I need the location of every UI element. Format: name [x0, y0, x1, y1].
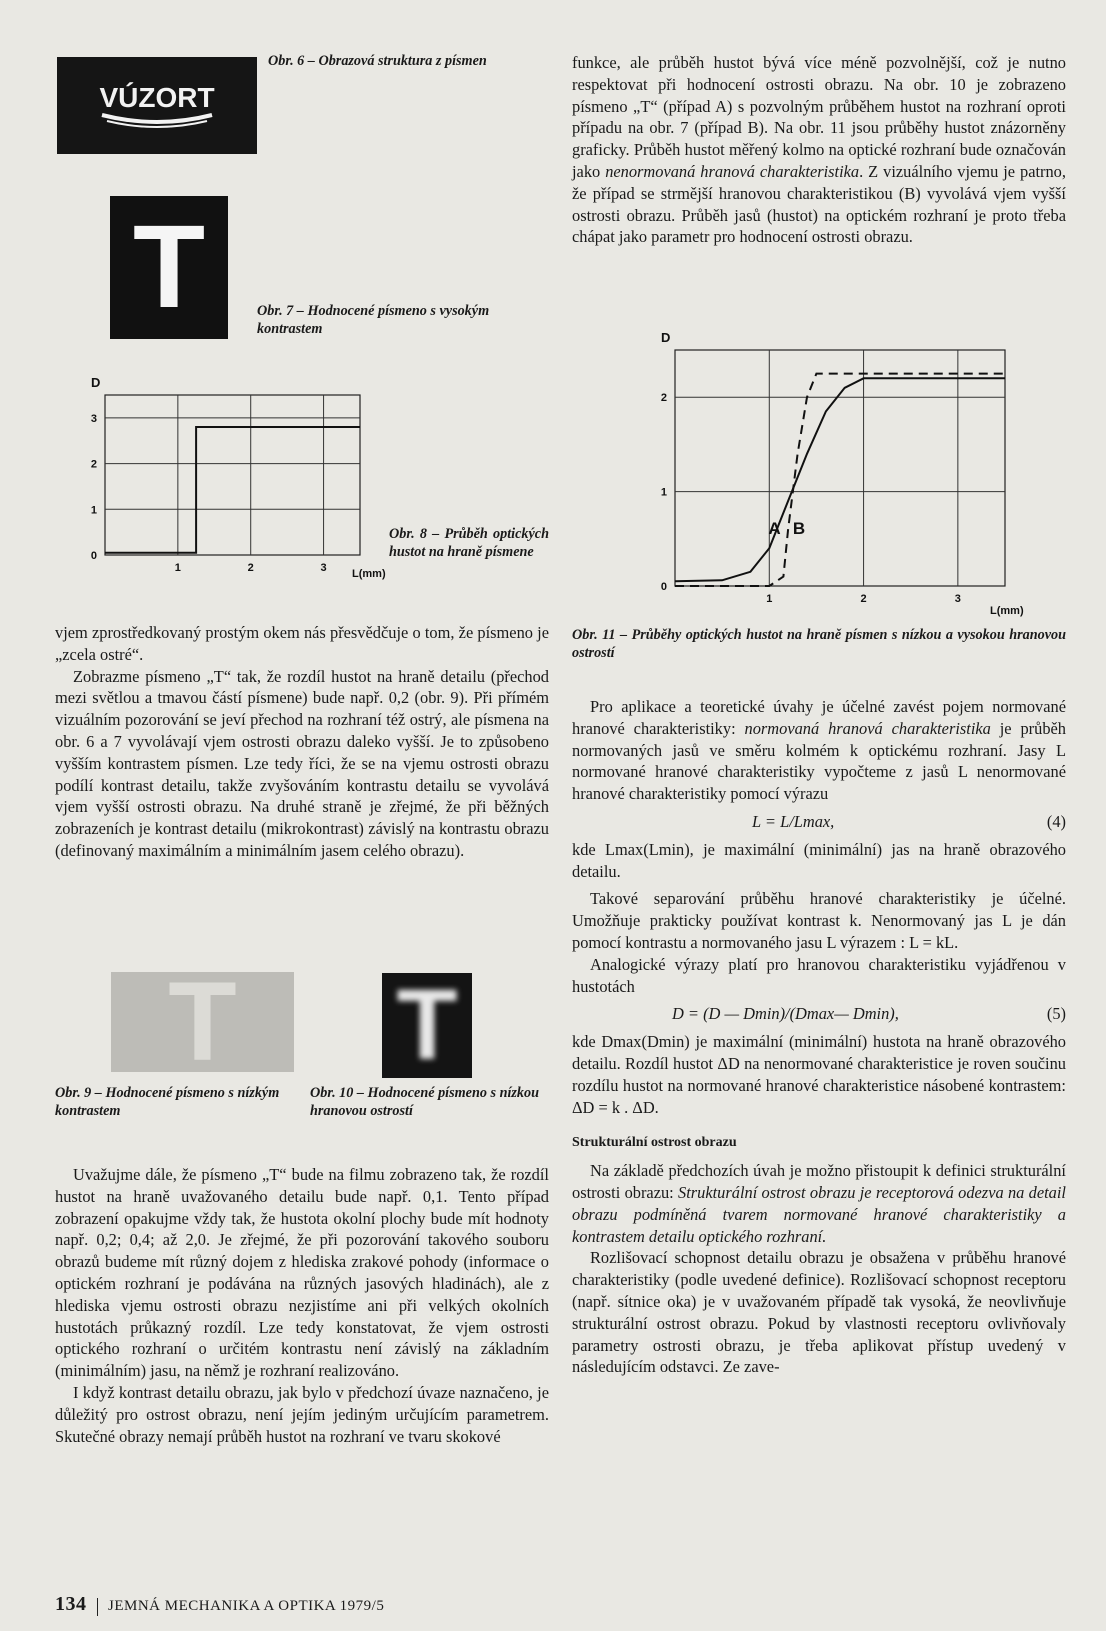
vuzort-logo-icon [57, 57, 257, 154]
section-heading: Strukturální ostrost obrazu [572, 1135, 737, 1151]
y-tick-label: 0 [90, 550, 97, 562]
paragraph: Analogické výrazy platí pro hranovou charakteristiku vyjádřenou v hustotách [572, 954, 1066, 996]
equation-5: D = (D — Dmin)/(Dmax— Dmin), (5) [672, 1004, 1066, 1024]
x-tick-label: 1 [174, 562, 181, 574]
fig6-logo-image [57, 57, 257, 154]
x-tick-label: 2 [860, 593, 867, 605]
divider [97, 1598, 98, 1616]
paragraph: Takové separování průběhu hranové charakteristiky je účelné. Umožňuje prakticky používat kontrast k. Nenormovaný jas L je dán pomocí kontrastu a normovaného jasu L výrazem : L = kL. [572, 889, 1066, 952]
y-tick-label: 2 [660, 392, 667, 405]
fig9-image [111, 959, 294, 1084]
paragraph: Zobrazme písmeno „T“ tak, že rozdíl hustot na hraně detailu (přechod mezi světlou a tmavou částí písmene) bude např. 0,2 (obr. 9). Při přímém vizuálním pozorování se jeví přechod na rozhraní též ostrý, ale písmena na obr. 6 a 7 vyvolávají vjem ostrosti obrazu daleko vyšší. Je to způsobeno vyšším kontrastem písmen. Lze tedy říci, že se na vjemu ostrosti obrazu podílí kontrast detailu, takže zvyšováním kontrastu detailu se vyvolává vjem vyšší ostrosti obrazu. Na druhé straně je zřejmé, že při běžných zobrazeních je kontrast detailu (mikrokontrast) závislý na kontrastu obrazu (definovaný maximálním a minimálním jasem celého obrazu). [55, 666, 549, 860]
fig8-caption: Obr. 8 – Průběh optických hustot na hraně písmene [389, 526, 549, 560]
paragraph: Rozlišovací schopnost detailu obrazu je obsažena v průběhu hranové charakteristiky (podle uvedené definice). Rozlišovací schopnost receptoru (např. sítnice oka) je v uvažovaném případě tak vysoká, že neovlivňuje strukturální ostrost obrazu. Pokud by vlastnosti receptoru ovlivňovaly parametry ostrosti obrazu, je třeba aplikovat přístup uvedený v následujícím odstavci. Ze zave- [572, 1248, 1066, 1377]
fig6-caption: Obr. 6 – Obrazová struktura z písmen [268, 53, 487, 69]
fig11-chart [620, 330, 1024, 617]
left-column-bottom [55, 1164, 549, 1447]
x-axis-label: L(mm) [352, 568, 386, 580]
journal-name: JEMNÁ MECHANIKA A OPTIKA 1979/5 [108, 1598, 385, 1614]
left-column-top [55, 622, 549, 862]
page-footer [55, 1593, 384, 1616]
paragraph: I když kontrast detailu obrazu, jak bylo v předchozí úvaze naznačeno, je důležitý pro ostrost obrazu, není jejím jediným určujícím parametrem. Skutečné obrazy nemají průběh hustot na rozhraní ve tvaru skokové [55, 1382, 549, 1446]
paragraph: funkce, ale průběh hustot bývá více méně pozvolnější, což je nutno respektovat při hodnocení ostrosti obrazu. Na obr. 10 je zobrazeno písmeno „T“ (případ A) s pozvolným průběhem hustot na rozhraní oproti případu na obr. 7 (případ B). Na obr. 11 jsou průběhy hustot znázorněny graficky. Průběh hustot měřený kolmo na optické rozhraní bude označován jako nenormovaná hranová charakteristika. Z vizuálního vjemu je patrno, že případ se strmější hranovou charakteristikou (B) vyvolává vjem vyšší ostrosti obrazu. Průběh jasů (hustot) na optickém rozhraní je proto třeba chápat jako parametr pro hodnocení ostrosti obrazu. [572, 53, 1066, 247]
y-axis-label: D [661, 330, 671, 345]
plot-frame [675, 350, 1005, 586]
page-number: 134 [55, 1593, 87, 1615]
fig7-caption: Obr. 7 – Hodnocené písmeno s vysokým kontrastem [257, 303, 490, 337]
y-tick-label: 0 [660, 581, 667, 593]
series-label-a: A [768, 519, 781, 539]
paragraph: Uvažujme dále, že písmeno „T“ bude na filmu zobrazeno tak, že rozdíl hustot na hraně uvažovaného detailu bude např. 0,1. Tento případ zobrazení opakujme vždy tak, že hustota okolní plochy bude mít hodnoty např. 0,2; 0,4; až 2,0. Je zřejmé, že při pozorování takového souboru obrazů budeme mít různý dojem z hlediska zrakové pohody (informace o optickém rozhraní je podávána na různých jasových hladinách), ale z hlediska vjemu ostrosti obrazu nezjistíme ani při velkých okolních hustotách průkazný rozdíl. Lze tedy konstatovat, že vjem ostrosti optického rozhraní o určitém kontrastu není závislý na základním (minimálním) jasu, na němž je rozhraní realizováno. [55, 1165, 549, 1381]
fig7-letter: T [132, 201, 206, 333]
series-label-b: B [792, 519, 806, 539]
plot-frame [105, 395, 360, 555]
x-tick-label: 3 [954, 593, 961, 605]
fig10-caption: Obr. 10 – Hodnocené písmeno s nízkou hranovou ostrostí [310, 1085, 540, 1119]
right-column-bottom [572, 696, 1066, 1378]
fig10-letter: T [396, 969, 458, 1081]
y-axis-label: D [91, 375, 101, 390]
series-line-A [675, 378, 1005, 581]
equation-4: L = L/Lmax, (4) [752, 811, 1066, 831]
fig7-image [110, 196, 228, 339]
fig11-caption: Obr. 11 – Průběhy optických hustot na hraně písmen s nízkou a vysokou hranovou ostrostí [572, 627, 1066, 661]
fig10-image [382, 969, 472, 1081]
fig9-caption: Obr. 9 – Hodnocené písmeno s nízkým kontrastem [55, 1085, 280, 1119]
y-tick-label: 1 [660, 486, 667, 499]
y-tick-label: 3 [90, 412, 97, 425]
series-line-1 [105, 427, 360, 553]
y-tick-label: 2 [90, 458, 97, 471]
x-tick-label: 3 [320, 562, 327, 574]
paragraph: kde Dmax(Dmin) je maximální (minimální) hustota na hraně obrazového detailu. Rozdíl hustot ΔD na nenormované charakteristice je roven součinu rozdílu hustot na normované hranové charakteristice násobené kontrastem: ΔD = k . ΔD. [572, 1032, 1066, 1117]
fig9-letter: T [168, 959, 237, 1084]
paragraph: vjem zprostředkovaný prostým okem nás přesvědčuje o tom, že písmeno je „zcela ostré“. [55, 623, 549, 664]
x-axis-label: L(mm) [990, 605, 1024, 617]
x-tick-label: 1 [766, 593, 773, 605]
x-tick-label: 2 [247, 562, 254, 574]
fig8-chart [55, 375, 386, 585]
series-line-B [675, 374, 1005, 586]
paragraph: Na základě předchozích úvah je možno přistoupit k definici strukturální ostrosti obrazu: Strukturální ostrost obrazu je receptorová odezva na detail obrazu podmíněná tvarem normované hranové charakteristiky a kontrastem detailu optického rozhraní. [572, 1161, 1066, 1246]
paragraph: kde Lmax(Lmin), je maximální (minimální) jas na hraně obrazového detailu. [572, 839, 1066, 881]
paragraph: Pro aplikace a teoretické úvahy je účelné zavést pojem normované hranové charakteristiky: normovaná hranová charakteristika je průběh normovaných jasů ve směru kolmém k optickému rozhraní. Jasy L normované hranové charakteristiky vypočteme z jasů L nenormované hranové charakteristiky pomocí výrazu [572, 697, 1066, 804]
y-tick-label: 1 [90, 504, 97, 517]
right-column-top [572, 52, 1066, 248]
logo-text: VÚZORT [99, 82, 215, 113]
